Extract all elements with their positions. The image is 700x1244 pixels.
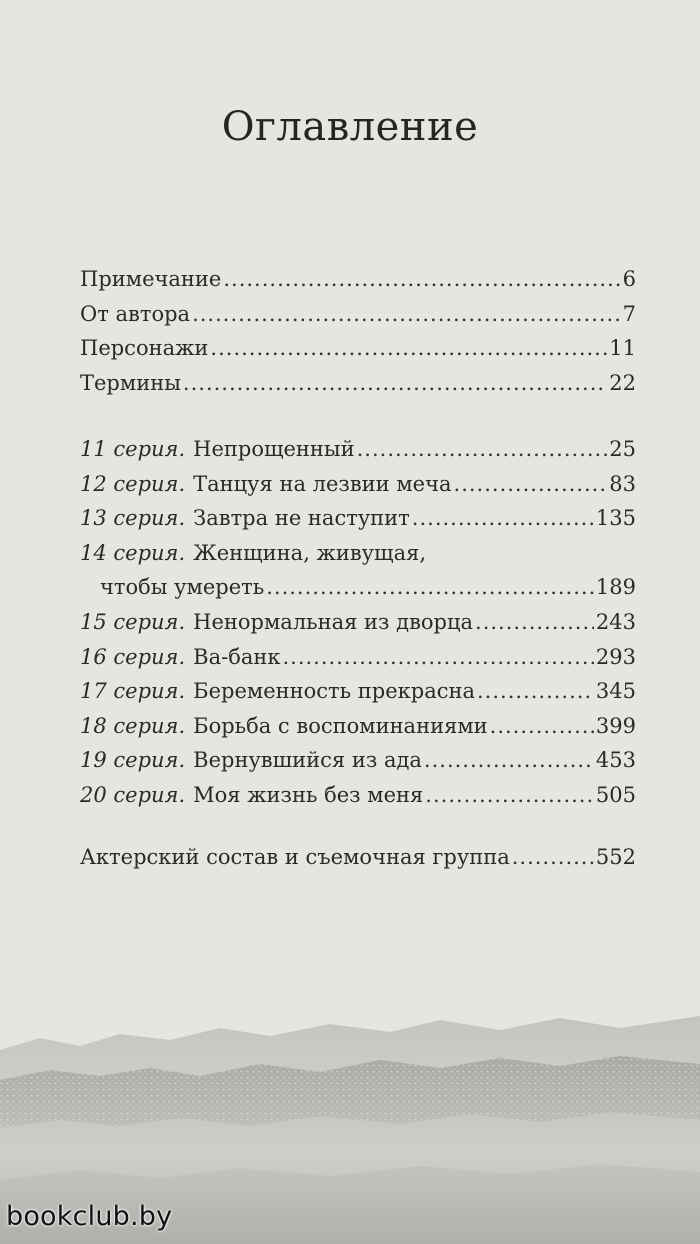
- toc-entry-label: От автора: [80, 301, 191, 326]
- episode-number: 11 серия.: [80, 437, 186, 461]
- toc-entry-label: Борьба с воспоминаниями: [193, 713, 488, 738]
- toc-entry-page: 22: [609, 370, 636, 395]
- toc-entry-page: 6: [622, 267, 636, 291]
- dot-leader: [357, 432, 608, 466]
- toc-entry-continuation: [80, 570, 636, 605]
- toc-entry-page: 7: [622, 301, 636, 326]
- toc-back-matter: [80, 840, 636, 875]
- toc-entry-label-cont: чтобы умереть: [100, 575, 265, 600]
- toc-entry: [80, 331, 636, 366]
- episode-number: 19 серия.: [80, 748, 186, 773]
- episode-number: 12 серия.: [80, 471, 186, 496]
- toc-entry-label: Ва-банк: [193, 644, 281, 669]
- toc-entry-page: 552: [595, 845, 636, 869]
- toc-entry: [80, 297, 636, 332]
- toc-entry: [80, 366, 636, 401]
- toc-entry: [80, 674, 636, 709]
- toc-entry-label: Ненормальная из дворца: [193, 609, 474, 634]
- toc-entry-label: Моя жизнь без меня: [193, 782, 424, 807]
- episode-number: 14 серия.: [80, 540, 186, 565]
- toc-entry: [80, 501, 636, 536]
- toc-entry-label: Танцуя на лезвии меча: [193, 471, 452, 496]
- toc-entry: [80, 743, 636, 778]
- toc-entry-label: Беременность прекрасна: [193, 679, 475, 704]
- episode-number: 17 серия.: [80, 679, 186, 704]
- toc-entry-label: Примечание: [80, 267, 222, 291]
- toc-entry: [80, 467, 636, 502]
- toc-entry-page: 505: [595, 782, 636, 807]
- toc-entry-page: 189: [595, 575, 636, 600]
- dot-leader: [477, 674, 594, 708]
- dot-leader: [183, 366, 607, 400]
- toc-entry: [80, 605, 636, 640]
- episode-number: 13 серия.: [80, 506, 186, 531]
- toc-entry-label: Термины: [80, 370, 181, 395]
- toc-entry: [80, 640, 636, 675]
- dot-leader: [425, 778, 594, 812]
- toc-entry: [80, 536, 636, 571]
- episode-number: 15 серия.: [80, 609, 186, 634]
- dot-leader: [475, 605, 594, 639]
- dot-leader: [282, 640, 593, 674]
- toc-entry-label: Персонажи: [80, 336, 209, 361]
- watermark: bookclub.by: [6, 1201, 173, 1232]
- toc-entry: [80, 709, 636, 744]
- toc-entry-page: 83: [609, 471, 636, 496]
- toc-entry: [80, 778, 636, 813]
- dot-leader: [512, 840, 594, 874]
- toc-entry-label: Актерский состав и съемочная группа: [80, 845, 510, 869]
- dot-leader: [454, 467, 608, 501]
- page-title: Оглавление: [221, 104, 479, 150]
- toc-entry-page: 345: [595, 679, 636, 704]
- episode-number: 20 серия.: [80, 782, 186, 807]
- toc-episodes: [80, 432, 636, 813]
- toc-entry-page: 11: [609, 336, 636, 361]
- dot-leader: [412, 501, 594, 535]
- toc-entry: [80, 432, 636, 467]
- episode-number: 16 серия.: [80, 644, 186, 669]
- dot-leader: [266, 570, 594, 604]
- dot-leader: [223, 262, 620, 296]
- dot-leader: [210, 331, 607, 365]
- dot-leader: [490, 709, 594, 743]
- toc-entry: [80, 262, 636, 297]
- toc-entry-page: 135: [595, 506, 636, 531]
- toc-entry-page: 293: [595, 644, 636, 669]
- episode-number: 18 серия.: [80, 713, 186, 738]
- toc-entry-label: Женщина, живущая,: [193, 540, 427, 565]
- toc-entry-label: Завтра не наступит: [193, 506, 410, 531]
- dot-leader: [424, 743, 594, 777]
- toc-front-matter: [80, 262, 636, 400]
- toc-entry: [80, 840, 636, 875]
- toc-entry-page: 25: [609, 437, 636, 461]
- toc-entry-page: 453: [595, 748, 636, 773]
- toc-entry-page: 243: [595, 609, 636, 634]
- toc-entry-label: Непрощенный: [193, 437, 355, 461]
- toc-entry-page: 399: [595, 713, 636, 738]
- dot-leader: [192, 297, 621, 331]
- toc-entry-label: Вернувшийся из ада: [193, 748, 422, 773]
